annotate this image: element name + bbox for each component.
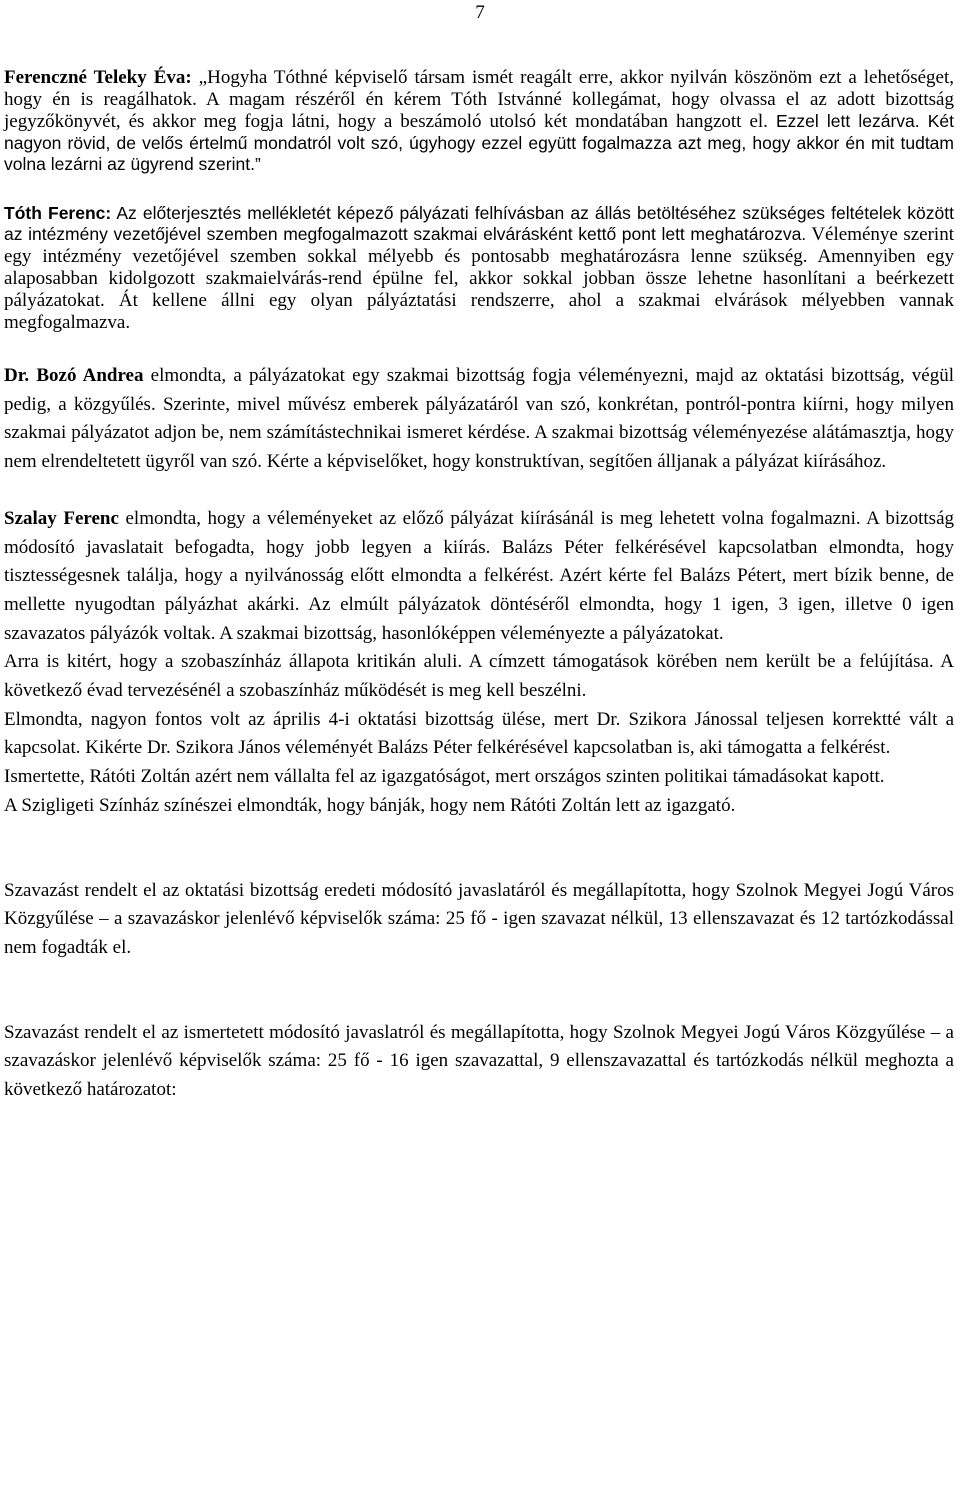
speaker-name: Szalay Ferenc xyxy=(4,507,119,529)
speaker-name: Dr. Bozó Andrea xyxy=(4,365,144,386)
speaker-name: Ferenczné Teleky Éva: xyxy=(4,67,192,88)
page-number: 7 xyxy=(475,2,485,23)
paragraph-vote-original: Szavazást rendelt el az oktatási bizottság eredeti módosító javaslatáról és megállapította, hogy Szolnok Megyei Jogú Város Közgyűlése – a szavazáskor jelenlévő képviselők száma: 25 fő - igen szavazat nélkül, 13 ellenszavazat és 12 tartózkodással nem fogadták el. xyxy=(4,879,954,958)
paragraph-bozo-andrea xyxy=(4,362,954,477)
paragraph-vote-amended: Szavazást rendelt el az ismertetett módosító javaslatról és megállapította, hogy Szolnok Megyei Jogú Város Közgyűlése – a szavazáskor jelenlévő képviselők száma: 25 fő - 16 igen szavazattal, 9 ellenszavazattal és tartózkodás nélkül meghozta a következő határozatot: xyxy=(4,1021,954,1101)
paragraph-ratoti-zoltan: Ismertette, Rátóti Zoltán azért nem vállalta fel az igazgatóságot, mert országos szinten politikai támadásokat kapott. xyxy=(4,766,885,788)
paragraph-text: „Hogyha Tóthné képviselő társam ismét reagált erre, akkor nyilván köszönöm ezt a lehetőséget, hogy én is reagálhatok. A magam részéről én kérem Tóth Istvánné kollegámat, hogy olvassa el az adott bizottság jegyzőkönyvét, és akkor meg fogja látni, hogy a beszámoló utolsó két mondatában hangzott el. xyxy=(4,67,954,132)
paragraph-ferenczne-teleky-eva xyxy=(4,67,954,175)
speaker-name: Tóth Ferenc: xyxy=(4,203,112,223)
paragraph-szobaszinhaz: Arra is kitért, hogy a szobaszínház állapota kritikán aluli. A címzett támogatások körében nem került be a felújítása. A következő évad tervezésénél a szobaszínház működését is meg kell beszélni. xyxy=(4,651,954,702)
paragraph-text: Véleménye szerint egy intézmény vezetőjével szemben sokkal mélyebb és pontosabb meghatározásra lenne szükség. Amennyiben egy alaposabban kidolgozott szakmaielvárás-rend épülne fel, akkor sokkal jobban össze lehetne hasonlítani a beérkezett pályázatokat. Át kellene állni egy olyan pályáztatási rendszerre, ahol a szakmai elvárások mélyebben vannak megfogalmazva. xyxy=(4,224,954,333)
paragraph-text: Az előterjesztés mellékletét képező pályázati felhívásban az állás betöltéséhez szükséges feltételek között az intézmény vezetőjével szemben megfogalmazott szakmai elvárásként kettő pont lett meghatározva. xyxy=(4,203,955,244)
paragraph-szigligeti-szinhaz: A Szigligeti Színház színészei elmondták, hogy bánják, hogy nem Rátóti Zoltán lett az igazgató. xyxy=(4,794,736,816)
minutes-body xyxy=(4,67,954,1105)
paragraph-text: elmondta, a pályázatokat egy szakmai bizottság fogja véleményezni, majd az oktatási bizottság, végül pedig, a közgyűlés. Szerinte, mivel művész emberek pályázatáról van szó, konkrétan, pontról-pontra kiírni, hogy milyen szakmai pályázatot adjon be, nem számítástechnikai ismeret kérdése. A szakmai bizottság véleményezése alátámasztja, hogy nem elrendeltetett ügyről van szó. Kérte a képviselőket, hogy konstruktívan, segítően álljanak a pályázat kiírásához. xyxy=(4,365,954,473)
paragraph-szalay-ferenc xyxy=(4,505,954,649)
paragraph-text: Ezzel lett lezárva. Két nagyon rövid, de velős értelmű mondatról volt szó, úgyhogy ezzel együtt fogalmazza azt meg, hogy akkor én mit tudtam volna lezárni az ügyrend szerint.” xyxy=(4,111,954,174)
paragraph-text: elmondta, hogy a véleményeket az előző pályázat kiírásánál is meg lehetett volna fogalmazni. A bizottság módosító javaslatait befogadta, hogy jobb legyen a kiírás. Balázs Péter felkérésével kapcsolatban elmondta, hogy tisztességesnek találja, hogy a nyilvánosság előtt elmondta a felkérést. Azért kérte fel Balázs Pétert, mert bízik benne, de mellette nyugodtan pályázhat akárki. Az elmúlt pályázatok döntéséről elmondta, hogy 1 igen, 3 igen, illetve 0 igen szavazatos pályázók voltak. A szakmai bizottság, hasonlóképpen véleményezte a pályázatokat. xyxy=(4,507,954,644)
paragraph-oktatasi-bizottsag: Elmondta, nagyon fontos volt az április 4-i oktatási bizottság ülése, mert Dr. Szikora Jánossal teljesen korrektté vált a kapcsolat. Kikérte Dr. Szikora János véleményét Balázs Péter felkérésével kapcsolatban is, aki támogatta a felkérést. xyxy=(4,708,954,759)
paragraph-toth-ferenc xyxy=(4,203,954,334)
